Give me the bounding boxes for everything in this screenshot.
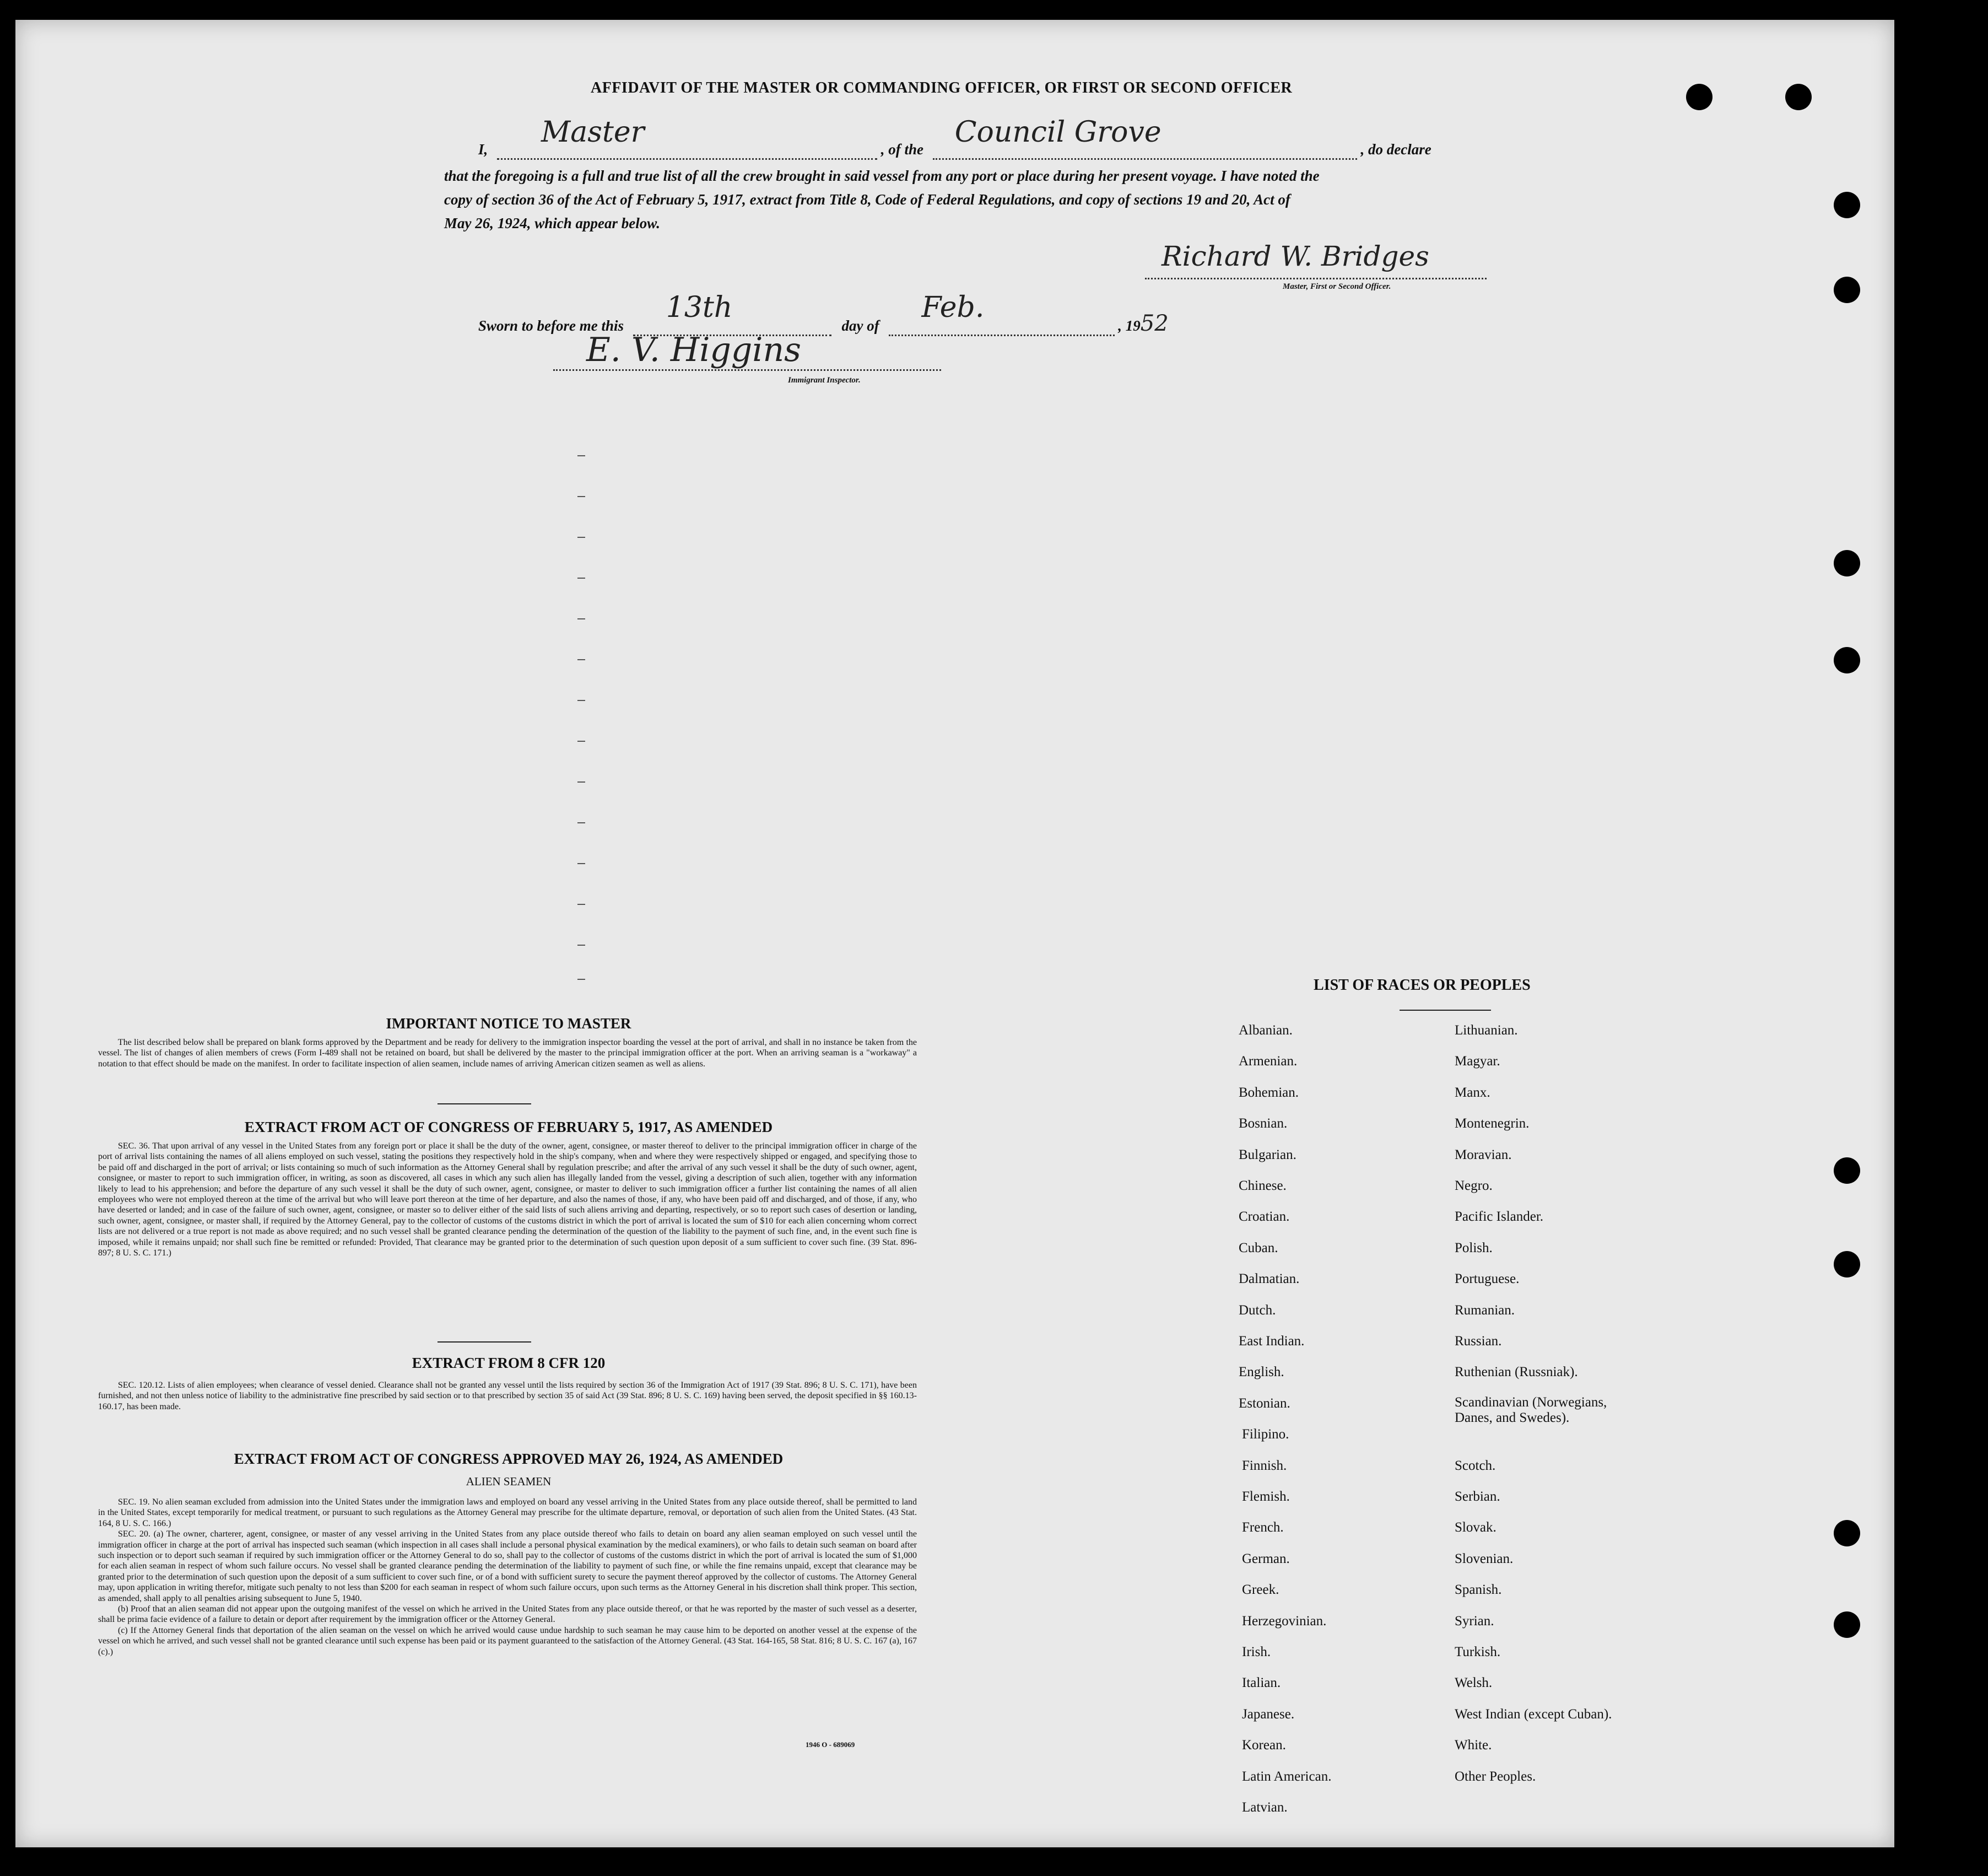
page-title: AFFIDAVIT OF THE MASTER OR COMMANDING OFFICER, OR FIRST OR SECOND OFFICER <box>591 79 1293 96</box>
margin-tick <box>577 781 585 783</box>
race-item: Serbian. <box>1455 1489 1500 1504</box>
race-item: German. <box>1242 1551 1290 1566</box>
race-item: Japanese. <box>1242 1707 1295 1722</box>
race-item: Cuban. <box>1239 1241 1278 1255</box>
race-item: Slovak. <box>1455 1520 1497 1535</box>
margin-tick <box>577 618 585 619</box>
extract-1917-heading: EXTRACT FROM ACT OF CONGRESS OF FEBRUARY 5, 1917, AS AMENDED <box>244 1119 773 1135</box>
punch-hole <box>1834 1520 1860 1546</box>
sworn-month-field <box>889 291 1115 336</box>
inspector-caption: Immigrant Inspector. <box>788 376 861 385</box>
race-item: Syrian. <box>1455 1614 1494 1629</box>
race-item: Manx. <box>1455 1085 1490 1100</box>
race-item: Irish. <box>1242 1645 1271 1659</box>
punch-hole <box>1834 192 1860 218</box>
race-item: Portuguese. <box>1455 1271 1520 1286</box>
inspector-signature-line <box>553 331 941 371</box>
race-item: Croatian. <box>1239 1209 1290 1224</box>
extract-1924-heading: EXTRACT FROM ACT OF CONGRESS APPROVED MAY 26, 1924, AS AMENDED <box>234 1451 784 1467</box>
punch-hole <box>1834 550 1860 576</box>
margin-tick <box>577 659 585 660</box>
margin-tick <box>577 979 585 980</box>
race-item: Bulgarian. <box>1239 1147 1296 1162</box>
punch-hole <box>1834 1251 1860 1277</box>
margin-tick <box>577 904 585 905</box>
race-item: Albanian. <box>1239 1023 1293 1038</box>
master-signature-line <box>1145 240 1487 279</box>
race-item: English. <box>1239 1365 1284 1379</box>
alien-seamen-subheading: ALIEN SEAMEN <box>466 1475 552 1488</box>
notice-heading: IMPORTANT NOTICE TO MASTER <box>386 1015 631 1032</box>
race-item: Negro. <box>1455 1178 1493 1193</box>
master-field <box>497 116 877 160</box>
affidavit-line-1 <box>478 116 1431 160</box>
race-item: Greek. <box>1242 1582 1279 1597</box>
extract-1917-paragraph: SEC. 36. That upon arrival of any vessel in the United States from any foreign port or place it shall be the duty of the owner, agent, consignee, or master thereof to deliver to the principal immigration officer in charge of the port of arrival lists containing the names of all aliens employed on such vessel, stating the positions they respectively hold in the ship's company, when and where they were respectively shipped or engaged, and specifying those to be paid off and discharged in the port of arrival; or lists containing so much of such information as the Attorney General shall by regulation prescribe; and after the arrival of any such vessel it shall be the duty of such owner, agent, consignee, or master to report to such immigration officer, in writing, as soon as discovered, all cases in which any such alien has illegally landed from the vessel, giving a description of such alien, together with any information likely to lead to his apprehension; and before the departure of any such vessel it shall be the duty of such owner, agent, consignee, or master to deliver to such immigration officer a further list containing the names of all alien employees who were not employed thereon at the time of the arrival but who will leave port thereon at the time of her departure, and also the names of those, if any, who have been paid off and discharged, and of those, if any, who have deserted or landed; and in case of the failure of such owner, agent, consignee, or master so to deliver either of the said lists of such aliens arriving and departing, respectively, or so to report such cases of desertion or landing, such owner, agent, consignee, or master shall, if required by the Attorney General, pay to the collector of customs of the customs district in which the port of arrival is located the sum of $10 for each alien concerning whom correct lists are not delivered or a true report is not made as above required; and no such vessel shall be granted clearance pending the determination of the question of the liability to the payment of such fine, and, in the event such fine is imposed, while it remains unpaid; nor shall such fine be remitted or refunded: Provided, That clearance may be granted prior to the determination of such question upon deposit of a sum sufficient to cover such fine. (39 Stat. 896-897; 8 U. S. C. 171.) <box>98 1141 917 1258</box>
vessel-field <box>933 116 1357 160</box>
margin-tick <box>577 863 585 864</box>
extract-1924-p2: SEC. 20. (a) The owner, charterer, agent, consignee, or master of any vessel arriving in the United States from any place outside thereof who fails to detain on board any alien seaman employed on such vessel until the immigration officer in charge at the port of arrival has inspected such seaman (which inspection in all cases shall include a personal physical examination by the medical examiners), or who fails to detain such seaman on board after such inspection or to deport such seaman if required by such immigration officer or the Attorney General to do so, shall pay to the collector of customs of the customs district in which the port of arrival is located the sum of $1,000 for each alien seaman in respect of whom such failure occurs. No vessel shall be granted clearance pending the determination of the liability to payment of such fine, or while the fine remains unpaid, except that clearance may be granted prior to the determination of such question upon the deposit of a sum sufficient to cover such fine, or of a bond with sufficient surety to secure the payment thereof approved by the collector of customs. The Attorney General may, upon application in writing therefor, mitigate such penalty to not less than $200 for each seaman in respect of whom such failure occurs, upon such terms as the Attorney General in his discretion shall think proper. This section, as amended, shall apply to all penalties arising subsequent to June 5, 1940. <box>98 1529 917 1603</box>
margin-tick <box>577 455 585 456</box>
extract-1924-text <box>98 1497 917 1657</box>
race-item: French. <box>1242 1520 1284 1535</box>
sworn-day-value: 13th <box>666 291 733 324</box>
punch-hole <box>1834 1611 1860 1638</box>
punch-hole <box>1834 1157 1860 1184</box>
margin-tick <box>577 496 585 497</box>
notice-text <box>98 1037 917 1069</box>
race-item: Chinese. <box>1239 1178 1287 1193</box>
print-code: 1946 O - 689069 <box>806 1740 855 1749</box>
vessel-value: Council Grove <box>954 116 1162 149</box>
year-prefix: , 19 <box>1118 317 1141 334</box>
margin-tick <box>577 741 585 742</box>
master-value: Master <box>541 116 645 149</box>
race-item: Moravian. <box>1455 1147 1512 1162</box>
margin-tick <box>577 537 585 538</box>
race-item: Danes, and Swedes). <box>1455 1410 1570 1425</box>
race-item: Dutch. <box>1239 1303 1276 1318</box>
notice-paragraph: The list described below shall be prepared on blank forms approved by the Department and be ready for delivery to the immigration inspector boarding the vessel at the port of arrival, and shall in no instance be taken from the vessel. The list of changes of alien members of crews (Form I-489 shall not be retained on board, but shall be delivered by the master to the principal immigration officer at the port. When an arriving seaman is a "workaway" a notation to that effect should be made on the manifest. In order to facilitate inspection of alien seamen, include names of arriving American citizen seamen as well as aliens. <box>98 1038 917 1069</box>
extract-1924-p3: (b) Proof that an alien seaman did not appear upon the outgoing manifest of the vessel on which he arrived in the United States from any place outside thereof, or that he was reported by the master of such vessel as a deserter, shall be prima facie evidence of a failure to detain or deport after requirement by the immigration officer or the Attorney General. <box>98 1604 917 1625</box>
affidavit-line-4: May 26, 1924, which appear below. <box>444 215 661 231</box>
race-item: Pacific Islander. <box>1455 1209 1544 1224</box>
margin-tick <box>577 822 585 823</box>
race-item: Korean. <box>1242 1738 1286 1753</box>
race-item: Magyar. <box>1455 1054 1500 1069</box>
form-page <box>15 20 1894 1847</box>
extract-1917-text <box>98 1141 917 1258</box>
year-value: 52 <box>1140 311 1169 336</box>
section-divider <box>437 1103 531 1104</box>
punch-hole <box>1785 84 1812 110</box>
race-item: Spanish. <box>1455 1582 1502 1597</box>
inspector-signature: E. V. Higgins <box>586 331 801 369</box>
race-item: Latvian. <box>1242 1800 1288 1815</box>
race-item: Ruthenian (Russniak). <box>1455 1365 1578 1379</box>
race-item: Latin American. <box>1242 1769 1332 1784</box>
race-item: Bosnian. <box>1239 1116 1288 1131</box>
race-item: Montenegrin. <box>1455 1116 1530 1131</box>
extract-cfr-heading: EXTRACT FROM 8 CFR 120 <box>412 1355 606 1371</box>
master-caption: Master, First or Second Officer. <box>1283 282 1391 291</box>
margin-tick <box>577 700 585 701</box>
race-item: Welsh. <box>1455 1675 1493 1690</box>
extract-cfr-text <box>98 1380 917 1412</box>
sworn-month-value: Feb. <box>921 291 985 324</box>
race-item: Rumanian. <box>1455 1303 1515 1318</box>
race-item: Other Peoples. <box>1455 1769 1536 1784</box>
race-item: Herzegovinian. <box>1242 1614 1327 1629</box>
race-item: Italian. <box>1242 1675 1281 1690</box>
race-item: Armenian. <box>1239 1054 1298 1069</box>
sworn-label: Sworn to before me this <box>478 317 624 334</box>
race-item: Russian. <box>1455 1334 1502 1349</box>
race-item: East Indian. <box>1239 1334 1305 1349</box>
race-item: Slovenian. <box>1455 1551 1514 1566</box>
races-heading: LIST OF RACES OR PEOPLES <box>1314 977 1531 994</box>
extract-1924-p4: (c) If the Attorney General finds that deportation of the alien seaman on the vessel on which he arrived would cause undue hardship to such seaman he may cause him to be deported on another vessel at the expense of the vessel on which he arrived, and such vessel shall not be granted clearance until such expense has been paid or its payment guaranteed to the satisfaction of the Attorney General. (43 Stat. 164-165, 58 Stat. 816; 8 U. S. C. 167 (a), 167 (c).) <box>98 1625 917 1657</box>
extract-1924-p1: SEC. 19. No alien seaman excluded from admission into the United States under the immigration laws and employed on board any vessel arriving in the United States from any place outside thereof, shall be permitted to land in the United States, except temporarily for medical treatment, or pursuant to such regulations as the Attorney General may prescribe for the ultimate departure, removal, or deportation of such alien from the United States. (43 Stat. 164, 8 U. S. C. 166.) <box>98 1497 917 1528</box>
affidavit-line-2: that the foregoing is a full and true list of all the crew brought in said vessel from any port or place during her present voyage. I have noted the <box>444 168 1320 184</box>
punch-hole <box>1686 84 1713 110</box>
punch-hole <box>1834 647 1860 673</box>
race-item: Dalmatian. <box>1239 1271 1300 1286</box>
master-signature: Richard W. Bridges <box>1162 240 1429 272</box>
race-item: Scotch. <box>1455 1458 1496 1473</box>
declare-label: , do declare <box>1360 141 1431 158</box>
race-item: Scandinavian (Norwegians, <box>1455 1395 1607 1410</box>
race-item: Estonian. <box>1239 1396 1290 1411</box>
affidavit-line-3: copy of section 36 of the Act of February 5, 1917, extract from Title 8, Code of Federal Regulations, and copy of sections 19 and 20, Act of <box>444 191 1290 208</box>
sworn-line <box>478 291 1169 336</box>
races-divider <box>1400 1010 1491 1011</box>
race-item: West Indian (except Cuban). <box>1455 1707 1612 1722</box>
race-item: Finnish. <box>1242 1458 1287 1473</box>
i-label: I, <box>478 141 488 158</box>
margin-tick <box>577 578 585 579</box>
race-item: White. <box>1455 1738 1492 1753</box>
race-item: Lithuanian. <box>1455 1023 1518 1038</box>
of-the-label: , of the <box>880 141 924 158</box>
race-item: Polish. <box>1455 1241 1493 1255</box>
race-item: Filipino. <box>1242 1427 1289 1442</box>
race-item: Bohemian. <box>1239 1085 1299 1100</box>
race-item: Turkish. <box>1455 1645 1501 1659</box>
day-of-label: day of <box>841 317 879 334</box>
race-item: Flemish. <box>1242 1489 1290 1504</box>
extract-cfr-paragraph: SEC. 120.12. Lists of alien employees; when clearance of vessel denied. Clearance shall not be granted any vessel until the lists required by section 36 of the Immigration Act of 1917 (39 Stat. 896; 8 U. S. C. 171), have been furnished, and not then unless notice of liability to the administrative fine prescribed by said section or to that prescribed by section 35 of said Act (39 Stat. 896; 8 U. S. C. 169) having been served, the deposit specified in §§ 160.13-160.17, has been made. <box>98 1381 917 1411</box>
section-divider <box>437 1341 531 1343</box>
margin-tick <box>577 945 585 946</box>
punch-hole <box>1834 277 1860 303</box>
